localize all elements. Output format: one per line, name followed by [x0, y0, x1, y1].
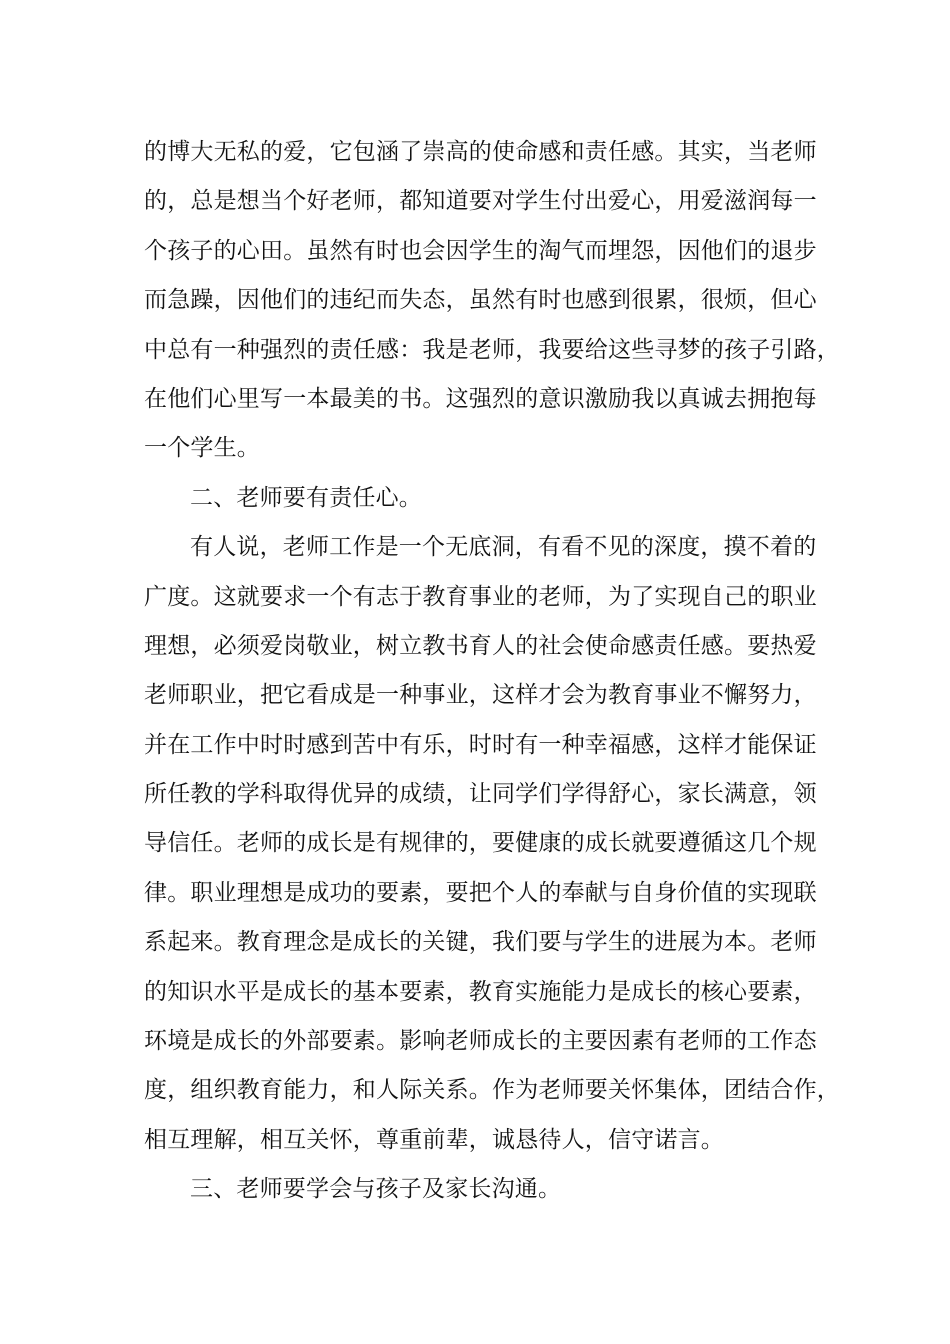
text-line: 理想，必须爱岗敬业，树立教书育人的社会使命感责任感。要热爱	[144, 632, 817, 659]
text-line: 的，总是想当个好老师，都知道要对学生付出爱心，用爱滋润每一	[144, 188, 817, 215]
text-line: 广度。这就要求一个有志于教育事业的老师，为了实现自己的职业	[144, 583, 817, 610]
text-line: 律。职业理想是成功的要素，要把个人的奉献与自身价值的实现联	[144, 879, 817, 906]
text-line: 度，组织教育能力，和人际关系。作为老师要关怀集体，团结合作，	[144, 1077, 840, 1104]
document-body-text	[144, 128, 840, 1215]
text-line: 的知识水平是成长的基本要素，教育实施能力是成长的核心要素，	[144, 978, 817, 1005]
text-line: 老师职业，把它看成是一种事业，这样才会为教育事业不懈努力，	[144, 682, 817, 709]
text-line: 个孩子的心田。虽然有时也会因学生的淘气而埋怨，因他们的退步	[144, 237, 817, 264]
text-line: 导信任。老师的成长是有规律的，要健康的成长就要遵循这几个规	[144, 830, 817, 857]
text-line: 所任教的学科取得优异的成绩，让同学们学得舒心，家长满意，领	[144, 781, 817, 808]
text-line: 一个学生。	[144, 435, 260, 462]
text-line: 的博大无私的爱，它包涵了崇高的使命感和责任感。其实，当老师	[144, 139, 817, 165]
text-line: 在他们心里写一本最美的书。这强烈的意识激励我以真诚去拥抱每	[144, 385, 817, 412]
paragraph-first-line: 二、老师要有责任心。	[190, 484, 422, 511]
text-line: 相互理解，相互关怀，尊重前辈，诚恳待人，信守诺言。	[144, 1126, 724, 1153]
paragraph-first-line: 有人说，老师工作是一个无底洞，有看不见的深度，摸不着的	[190, 534, 817, 561]
paragraph-first-line: 三、老师要学会与孩子及家长沟通。	[190, 1176, 562, 1203]
text-line: 系起来。教育理念是成长的关键，我们要与学生的进展为本。老师	[144, 929, 817, 956]
text-line: 而急躁，因他们的违纪而失态，虽然有时也感到很累，很烦，但心	[144, 287, 817, 314]
text-line: 并在工作中时时感到苦中有乐，时时有一种幸福感，这样才能保证	[144, 731, 817, 758]
text-line: 环境是成长的外部要素。影响老师成长的主要因素有老师的工作态	[144, 1028, 817, 1055]
text-line: 中总有一种强烈的责任感：我是老师，我要给这些寻梦的孩子引路，	[144, 336, 840, 363]
